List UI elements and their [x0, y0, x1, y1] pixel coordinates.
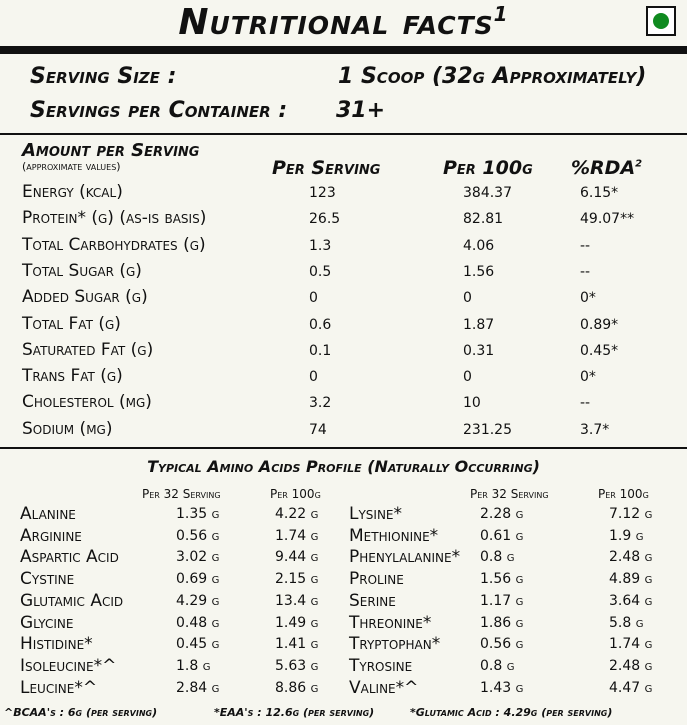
- amino-name: Threonine*: [349, 613, 432, 633]
- page-title: [0, 2, 687, 43]
- amino-per32: 1.43 g: [480, 680, 524, 696]
- amount-per-serving-label: Amount per Serving: [22, 140, 200, 161]
- nutrient-per-serving: 0.1: [309, 343, 332, 359]
- nutrient-rda: --: [580, 238, 591, 254]
- nutrient-per-serving: 123: [309, 185, 336, 201]
- nutrient-name: Total Sugar (g): [22, 261, 142, 281]
- nutrient-name: Added Sugar (g): [22, 287, 148, 307]
- amino-per32: 1.35 g: [176, 506, 220, 522]
- amino-name: Serine: [349, 591, 396, 611]
- amino-per100: 1.49 g: [275, 615, 319, 631]
- serving-size-value: 1 Scoop (32g Approximately): [338, 64, 647, 89]
- nutrient-per-100g: 231.25: [463, 422, 512, 438]
- amino-per32: 0.45 g: [176, 636, 220, 652]
- nutrient-per-100g: 1.56: [463, 264, 495, 280]
- nutrient-rda: 0.89*: [580, 317, 619, 333]
- amino-per100: 2.48 g: [609, 549, 653, 565]
- amino-per32: 0.8 g: [480, 658, 515, 674]
- servings-per-container-value: 31+: [336, 98, 386, 123]
- nutrient-per-100g: 10: [463, 395, 481, 411]
- amino-per100: 1.41 g: [275, 636, 319, 652]
- amino-name: Arginine: [20, 526, 82, 546]
- title-footnote-mark: 1: [493, 2, 509, 26]
- amino-per100: 1.9 g: [609, 528, 644, 544]
- amino-per100: 4.22 g: [275, 506, 319, 522]
- serving-size-label: Serving Size :: [30, 64, 177, 89]
- col-per-100g: Per 100g: [443, 157, 533, 179]
- nutrient-per-serving: 26.5: [309, 211, 341, 227]
- amino-per100: 2.15 g: [275, 571, 319, 587]
- nutrient-name: Trans Fat (g): [22, 366, 123, 386]
- amino-per100: 4.89 g: [609, 571, 653, 587]
- nutrient-per-serving: 0: [309, 290, 318, 306]
- nutrient-name: Sodium (mg): [22, 419, 113, 439]
- nutrient-rda: 6.15*: [580, 185, 619, 201]
- amino-per32: 0.56 g: [480, 636, 524, 652]
- nutrient-per-serving: 3.2: [309, 395, 332, 411]
- amino-name: Glutamic Acid: [20, 591, 124, 611]
- nutrient-name: Total Carbohydrates (g): [22, 235, 206, 255]
- amino-col-per100-right: Per 100g: [598, 487, 649, 501]
- amino-name: Alanine: [20, 504, 76, 524]
- footnote-bcaa: ^BCAA's : 6g (per serving): [4, 706, 158, 719]
- amino-per100: 9.44 g: [275, 549, 319, 565]
- divider-top: [0, 46, 687, 54]
- divider-serving: [0, 133, 687, 135]
- approx-values-label: (approximate values): [22, 160, 121, 173]
- nutrient-per-100g: 384.37: [463, 185, 512, 201]
- amino-name: Tyrosine: [349, 656, 413, 676]
- nutrient-rda: 0*: [580, 369, 596, 385]
- veg-dot-icon: [653, 13, 669, 29]
- amino-per32: 3.02 g: [176, 549, 220, 565]
- amino-name: Cystine: [20, 569, 75, 589]
- amino-name: Phenylalanine*: [349, 547, 461, 567]
- col-per-serving: Per Serving: [272, 157, 381, 179]
- col-rda: [571, 157, 642, 179]
- nutrient-rda: 49.07**: [580, 211, 635, 227]
- amino-per100: 1.74 g: [275, 528, 319, 544]
- nutrient-name: Saturated Fat (g): [22, 340, 154, 360]
- nutrient-rda: 0*: [580, 290, 596, 306]
- nutrient-per-100g: 0: [463, 369, 472, 385]
- amino-per32: 2.28 g: [480, 506, 524, 522]
- amino-name: Aspartic Acid: [20, 547, 119, 567]
- title-text: Nutritional facts: [178, 2, 494, 43]
- amino-per100: 3.64 g: [609, 593, 653, 609]
- amino-title: Typical Amino Acids Profile (Naturally Occurring): [147, 457, 540, 476]
- amino-per100: 1.74 g: [609, 636, 653, 652]
- nutrient-name: Protein* (g) (as-is basis): [22, 208, 207, 228]
- amino-per100: 8.86 g: [275, 680, 319, 696]
- nutrient-per-100g: 0: [463, 290, 472, 306]
- nutrient-name: Total Fat (g): [22, 314, 121, 334]
- amino-name: Leucine*^: [20, 678, 98, 698]
- amino-per32: 0.8 g: [480, 549, 515, 565]
- nutrient-per-serving: 0: [309, 369, 318, 385]
- servings-per-container-label: Servings per Container :: [30, 98, 288, 123]
- amino-per32: 0.48 g: [176, 615, 220, 631]
- amino-per100: 5.8 g: [609, 615, 644, 631]
- nutrient-rda: 0.45*: [580, 343, 619, 359]
- nutrient-per-100g: 0.31: [463, 343, 495, 359]
- nutrient-per-serving: 1.3: [309, 238, 332, 254]
- amino-name: Glycine: [20, 613, 74, 633]
- amino-per32: 1.17 g: [480, 593, 524, 609]
- amino-per32: 1.8 g: [176, 658, 211, 674]
- nutrient-per-100g: 82.81: [463, 211, 504, 227]
- nutrient-rda: 3.7*: [580, 422, 610, 438]
- amino-per100: 2.48 g: [609, 658, 653, 674]
- amino-per32: 4.29 g: [176, 593, 220, 609]
- amino-col-per32-right: Per 32 Serving: [470, 487, 549, 501]
- amino-per32: 0.61 g: [480, 528, 524, 544]
- nutrient-per-serving: 0.5: [309, 264, 332, 280]
- amino-per100: 4.47 g: [609, 680, 653, 696]
- amino-name: Tryptophan*: [349, 634, 441, 654]
- amino-per100: 13.4 g: [275, 593, 319, 609]
- nutrient-name: Cholesterol (mg): [22, 392, 152, 412]
- amino-per32: 2.84 g: [176, 680, 220, 696]
- amino-name: Valine*^: [349, 678, 419, 698]
- amino-per32: 1.56 g: [480, 571, 524, 587]
- nutrient-name: Energy (kcal): [22, 182, 123, 202]
- footnote-eaa: *EAA's : 12.6g (per serving): [214, 706, 375, 719]
- amino-per32: 1.86 g: [480, 615, 524, 631]
- nutrient-per-100g: 4.06: [463, 238, 495, 254]
- nutrient-rda: --: [580, 395, 591, 411]
- col-rda-sup: 2: [635, 158, 643, 170]
- amino-name: Lysine*: [349, 504, 403, 524]
- nutrient-per-100g: 1.87: [463, 317, 495, 333]
- amino-name: Isoleucine*^: [20, 656, 117, 676]
- amino-col-per32-left: Per 32 Serving: [142, 487, 221, 501]
- amino-name: Histidine*: [20, 634, 93, 654]
- nutrient-per-serving: 0.6: [309, 317, 332, 333]
- divider-amino: [0, 447, 687, 449]
- amino-name: Methionine*: [349, 526, 439, 546]
- veg-mark-icon: [646, 6, 676, 36]
- amino-per100: 5.63 g: [275, 658, 319, 674]
- amino-per100: 7.12 g: [609, 506, 653, 522]
- amino-name: Proline: [349, 569, 404, 589]
- amino-col-per100-left: Per 100g: [270, 487, 321, 501]
- amino-per32: 0.69 g: [176, 571, 220, 587]
- nutrient-per-serving: 74: [309, 422, 327, 438]
- footnote-glutamic: *Glutamic Acid : 4.29g (per serving): [410, 706, 613, 719]
- amino-per32: 0.56 g: [176, 528, 220, 544]
- nutrient-rda: --: [580, 264, 591, 280]
- col-rda-text: %RDA: [571, 157, 636, 179]
